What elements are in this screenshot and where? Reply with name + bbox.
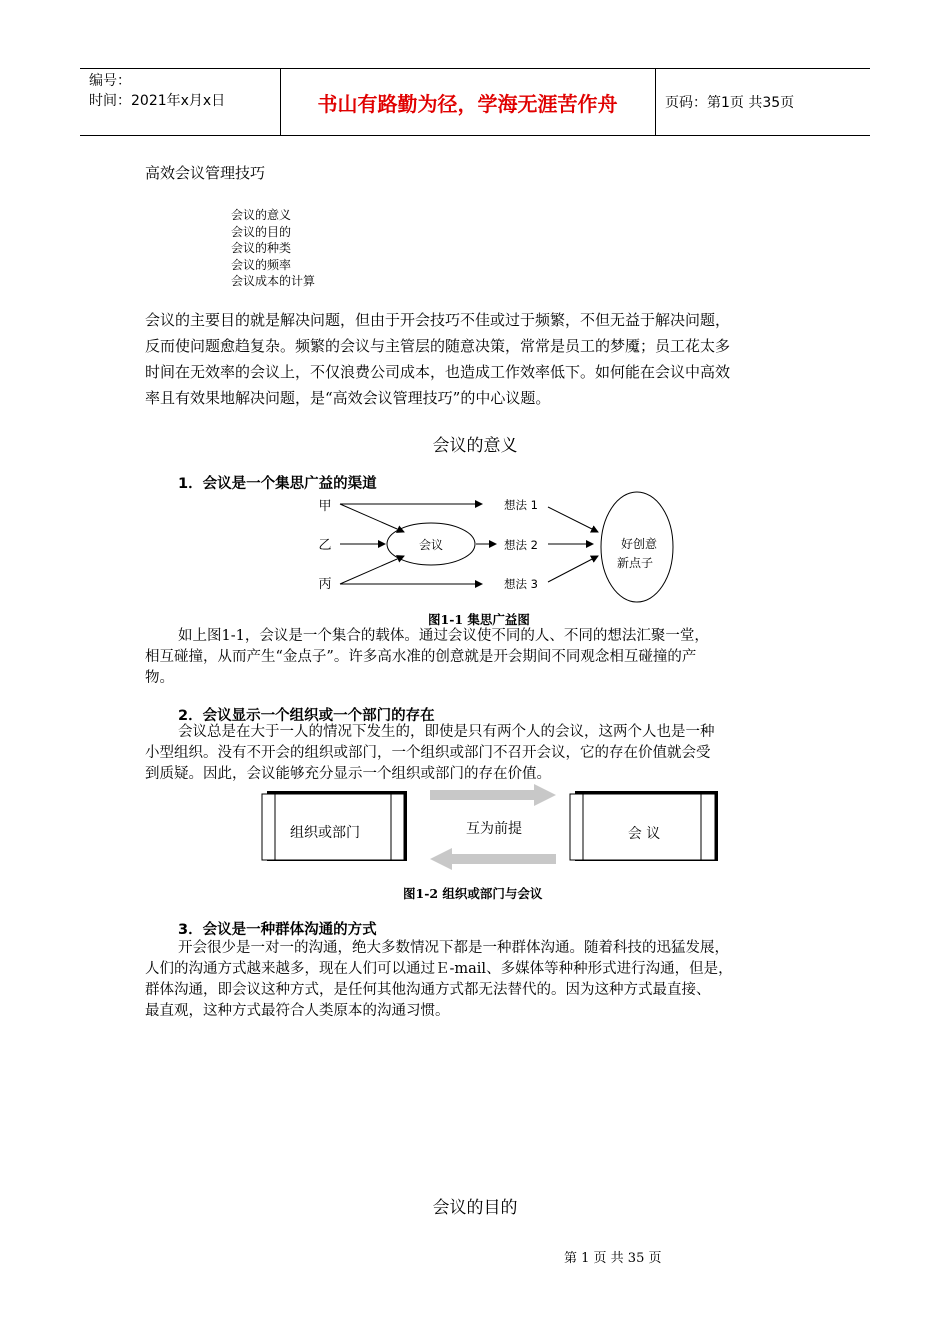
intro-line: 率且有效果地解决问题，是“高效会议管理技巧”的中心议题。	[145, 389, 551, 407]
paragraph-line: 如上图1-1，会议是一个集合的载体。通过会议使不同的人、不同的想法汇聚一堂，	[178, 628, 709, 644]
intro-line: 时间在无效率的会议上，不仅浪费公司成本，也造成工作效率低下。如何能在会议中高效	[145, 363, 731, 381]
table-of-contents	[231, 207, 315, 290]
point-heading: 3．会议是一种群体沟通的方式	[178, 922, 377, 938]
left-arrow	[430, 848, 556, 870]
brainstorm-diagram	[300, 490, 690, 610]
paragraph-line: 小型组织。没有不开会的组织或部门，一个组织或部门不召开会议，它的存在价值就会受	[145, 745, 711, 761]
arrow-idea-result	[548, 507, 598, 532]
intro-line: 会议的主要目的就是解决问题，但由于开会技巧不佳或过于频繁，不但无益于解决问题，	[145, 311, 731, 329]
paragraph-line: 开会很少是一对一的沟通，绝大多数情况下都是一种群体沟通。随着科技的迅猛发展，	[178, 940, 729, 956]
page-header	[80, 68, 870, 136]
idea-label: 想法 2	[504, 538, 538, 552]
person-bing-label: 丙	[318, 577, 332, 592]
mutual-prerequisite-label: 互为前提	[466, 821, 522, 837]
toc-item: 会议成本的计算	[231, 274, 316, 288]
intro-paragraph	[145, 307, 730, 411]
header-motto: 书山有路勤为径，学海无涯苦作舟	[317, 91, 618, 116]
organization-meeting-diagram	[258, 782, 723, 870]
point-heading: 1．会议是一个集思广益的渠道	[178, 476, 377, 492]
header-time: 时间：2021年x月x日	[89, 93, 226, 109]
document-title: 高效会议管理技巧	[145, 164, 266, 182]
figure-caption: 图1-1 集思广益图	[428, 612, 530, 627]
left-box-label: 组织或部门	[290, 825, 360, 841]
paragraph-line: 物。	[145, 670, 174, 686]
meeting-label: 会议	[418, 538, 444, 552]
right-box-label: 会 议	[627, 826, 661, 842]
result-label-1: 好创意	[620, 537, 658, 551]
paragraph-line: 人们的沟通方式越来越多，现在人们可以通过Ｅ-mail、多媒体等种种形式进行沟通，但是，	[145, 961, 733, 977]
toc-item: 会议的意义	[231, 208, 292, 222]
paragraph-line: 到质疑。因此，会议能够充分显示一个组织或部门的存在价值。	[145, 766, 551, 782]
intro-line: 反而使问题愈趋复杂。频繁的会议与主管层的随意决策，常常是员工的梦魇；员工花太多	[145, 337, 731, 355]
point-heading: 2．会议显示一个组织或一个部门的存在	[178, 708, 435, 724]
header-meta	[89, 71, 225, 111]
arrow-jia-meeting	[340, 504, 404, 532]
point3-paragraph	[145, 938, 733, 1022]
point1-paragraph	[145, 626, 709, 689]
result-label-2: 新点子	[616, 556, 654, 570]
person-yi-label: 乙	[318, 538, 332, 553]
toc-item: 会议的目的	[231, 224, 292, 239]
header-page-info: 页码：第1页 共35页	[665, 95, 795, 111]
point2-paragraph	[145, 722, 715, 785]
header-divider	[655, 68, 656, 136]
header-number: 编号：	[89, 73, 131, 89]
person-jia-label: 甲	[318, 499, 332, 514]
section-title: 会议的目的	[432, 1198, 518, 1218]
idea-label: 想法 1	[504, 498, 538, 512]
paragraph-line: 会议总是在大于一人的情况下发生的，即使是只有两个人的会议，这两个人也是一种	[178, 724, 715, 740]
figure-caption: 图1-2 组织或部门与会议	[403, 886, 543, 901]
toc-item: 会议的种类	[231, 241, 292, 255]
right-arrow	[430, 784, 556, 806]
arrow-bing-meeting	[340, 556, 404, 584]
paragraph-line: 群体沟通，即会议这种方式，是任何其他沟通方式都无法替代的。因为这种方式最直接、	[145, 982, 711, 998]
idea-label: 想法 3	[504, 577, 538, 591]
paragraph-line: 相互碰撞，从而产生“金点子”。许多高水准的创意就是开会期间不同观念相互碰撞的产	[145, 649, 697, 665]
arrow-idea-result	[548, 556, 598, 582]
paragraph-line: 最直观，这种方式最符合人类原本的沟通习惯。	[145, 1003, 450, 1019]
toc-item: 会议的频率	[231, 257, 292, 272]
page-footer: 第 1 页 共 35 页	[564, 1251, 662, 1266]
section-title: 会议的意义	[432, 436, 518, 456]
